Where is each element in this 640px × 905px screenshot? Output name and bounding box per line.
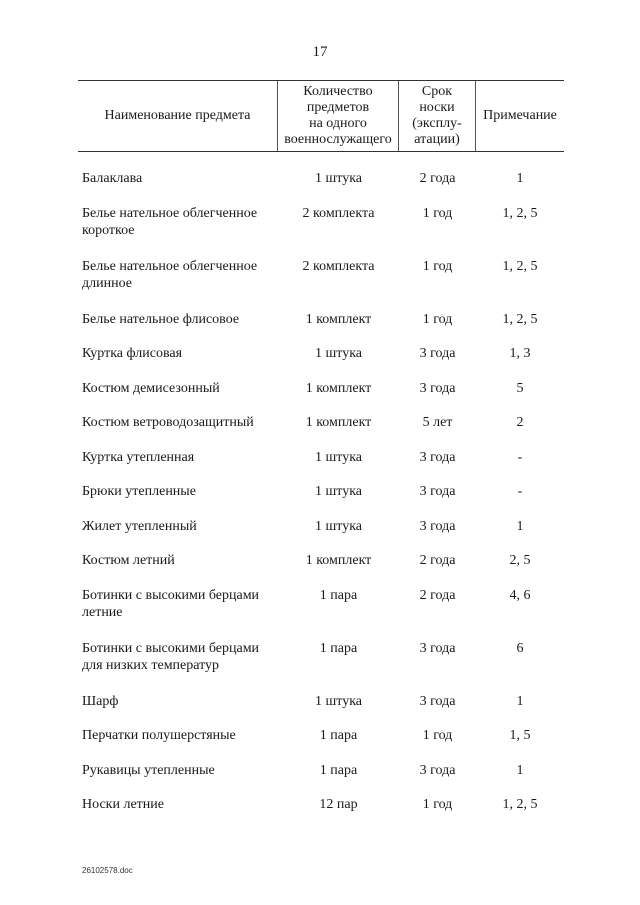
cell-quantity: 1 пара — [319, 640, 358, 656]
cell-quantity: 1 комплект — [305, 415, 372, 430]
cell-name: Брюки утепленные — [82, 484, 196, 499]
cell-quantity: 12 пар — [319, 797, 358, 812]
cell-term: 3 года — [419, 762, 456, 778]
cell-quantity: 1 штука — [314, 518, 363, 534]
table-row — [78, 449, 564, 484]
cell-note: 5 — [516, 380, 524, 396]
cell-name: Костюм демисезонный — [82, 380, 220, 396]
cell-note: - — [517, 449, 523, 465]
cell-term: 2 года — [419, 553, 456, 568]
cell-term: 3 года — [419, 640, 456, 656]
cell-term: 1 год — [422, 258, 453, 274]
table-row — [78, 345, 564, 380]
cell-quantity: 1 штука — [314, 449, 363, 465]
table-row — [78, 796, 564, 831]
cell-name: Белье нательное флисовое — [82, 311, 240, 327]
cell-term: 3 года — [419, 449, 456, 465]
cell-name: Рукавицы утепленные — [82, 762, 215, 778]
cell-name: Носки летние — [82, 797, 164, 812]
cell-term: 3 года — [419, 380, 456, 396]
cell-note: 1 — [516, 171, 524, 186]
cell-note: - — [517, 484, 523, 499]
cell-name: Костюм ветроводозащитный — [82, 415, 254, 430]
header-term: Срок носки (эксплу- атации) — [399, 81, 476, 151]
cell-note: 1 — [516, 693, 524, 709]
cell-quantity: 1 штука — [314, 693, 363, 709]
table-row — [78, 518, 564, 553]
cell-term: 3 года — [419, 346, 456, 361]
document-filename: 26102578.doc — [82, 866, 133, 875]
header-quantity: Количество предметов на одного военнослужащего — [278, 81, 399, 151]
cell-term: 1 год — [422, 311, 453, 327]
cell-note: 1, 2, 5 — [502, 311, 538, 327]
cell-note: 1, 5 — [509, 728, 531, 743]
cell-quantity: 1 штука — [314, 171, 363, 186]
table-header — [78, 80, 564, 152]
cell-name: Белье нательное облегченное короткое — [82, 205, 258, 238]
table-row — [78, 552, 564, 587]
cell-note: 1 — [516, 762, 524, 778]
cell-term: 3 года — [419, 484, 456, 499]
cell-note: 1, 2, 5 — [502, 258, 538, 274]
cell-name: Жилет утепленный — [82, 518, 197, 534]
cell-note: 2 — [516, 415, 524, 430]
cell-name: Шарф — [82, 693, 119, 709]
table-row — [78, 170, 564, 205]
cell-name: Ботинки с высокими берцами для низких температур — [82, 640, 260, 673]
items-table — [78, 80, 564, 831]
cell-term: 3 года — [419, 693, 456, 709]
header-note: Примечание — [483, 108, 557, 123]
cell-quantity: 2 комплекта — [302, 205, 375, 221]
cell-name: Балаклава — [82, 171, 143, 186]
cell-quantity: 1 пара — [319, 587, 358, 603]
cell-note: 1 — [516, 518, 524, 534]
cell-quantity: 1 штука — [314, 484, 363, 499]
table-row — [78, 311, 564, 346]
cell-name: Костюм летний — [82, 553, 175, 568]
cell-note: 2, 5 — [509, 553, 531, 568]
cell-name: Куртка утепленная — [82, 449, 195, 465]
cell-quantity: 1 пара — [319, 728, 358, 743]
cell-quantity: 1 комплект — [305, 380, 372, 396]
table-row — [78, 205, 564, 258]
cell-term: 2 года — [419, 171, 456, 186]
cell-quantity: 2 комплекта — [302, 258, 375, 274]
cell-note: 1, 3 — [509, 346, 531, 361]
cell-term: 3 года — [419, 518, 456, 534]
table-row — [78, 483, 564, 518]
cell-name: Перчатки полушерстяные — [82, 728, 236, 743]
table-row — [78, 380, 564, 415]
table-row — [78, 727, 564, 762]
cell-note: 4, 6 — [509, 587, 531, 603]
cell-note: 6 — [516, 640, 524, 656]
cell-name: Белье нательное облегченное длинное — [82, 258, 258, 291]
header-name: Наименование предмета — [78, 81, 278, 151]
table-row — [78, 693, 564, 728]
cell-name: Куртка флисовая — [82, 346, 183, 361]
cell-term: 5 лет — [422, 415, 453, 430]
cell-quantity: 1 штука — [314, 346, 363, 361]
cell-note: 1, 2, 5 — [502, 797, 538, 812]
cell-quantity: 1 комплект — [305, 311, 372, 327]
cell-term: 1 год — [422, 205, 453, 221]
cell-quantity: 1 комплект — [305, 553, 372, 568]
cell-quantity: 1 пара — [319, 762, 358, 778]
cell-term: 2 года — [419, 587, 456, 603]
cell-term: 1 год — [422, 797, 453, 812]
cell-note: 1, 2, 5 — [502, 205, 538, 221]
table-row — [78, 258, 564, 311]
page-number: 17 — [312, 44, 328, 60]
table-row — [78, 414, 564, 449]
cell-term: 1 год — [422, 728, 453, 743]
table-row — [78, 762, 564, 797]
table-row — [78, 640, 564, 693]
cell-name: Ботинки с высокими берцами летние — [82, 587, 260, 620]
table-body — [78, 170, 564, 831]
table-row — [78, 587, 564, 640]
